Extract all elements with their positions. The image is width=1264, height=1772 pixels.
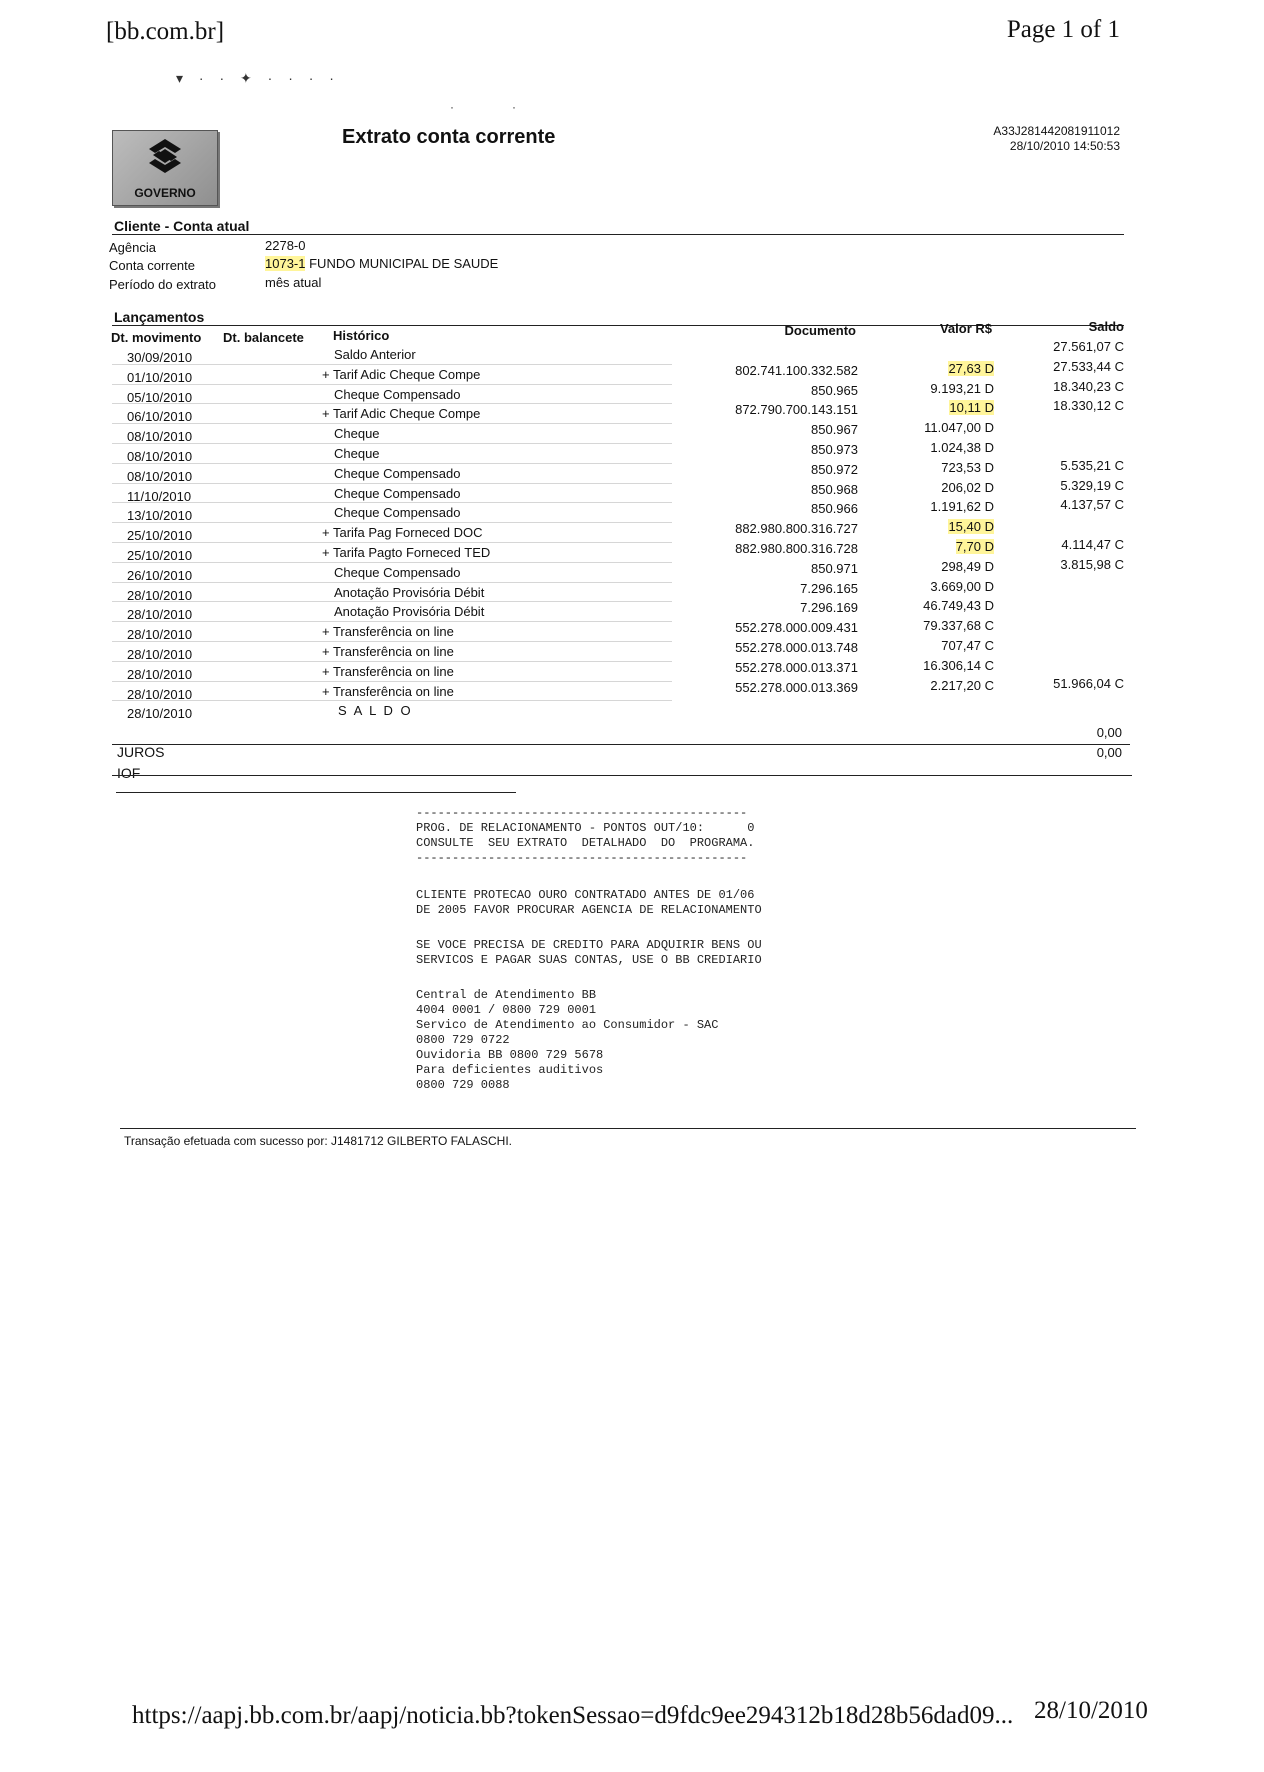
row-historico: Cheque Compensado — [334, 505, 461, 520]
row-separator — [112, 621, 672, 622]
document-code — [993, 124, 1120, 154]
row-date: 28/10/2010 — [127, 588, 193, 603]
row-date: 28/10/2010 — [127, 706, 193, 721]
row-documento: 552.278.000.013.748 — [735, 640, 858, 655]
conta-holder-name: FUNDO MUNICIPAL DE SAUDE — [309, 256, 499, 271]
row-historico: Cheque Compensado — [334, 387, 461, 402]
agencia-value: 2278-0 — [265, 238, 306, 253]
row-separator — [112, 522, 672, 523]
row-date: 28/10/2010 — [127, 607, 193, 622]
row-historico: + Tarif Adic Cheque Compe — [322, 367, 481, 382]
periodo-value: mês atual — [265, 275, 322, 290]
row-documento: 850.966 — [811, 501, 858, 516]
crediario-message: SE VOCE PRECISA DE CREDITO PARA ADQUIRIR BENS OU SERVICOS E PAGAR SUAS CONTAS, USE O BB CREDIARIO — [416, 938, 762, 967]
header-dt-balancete: Dt. balancete — [223, 330, 304, 345]
row-documento: 850.971 — [811, 561, 858, 576]
row-valor: 79.337,68 C — [923, 618, 994, 633]
conta-value — [265, 256, 498, 271]
row-date: 06/10/2010 — [127, 409, 193, 424]
row-saldo: 18.330,12 C — [1053, 398, 1124, 413]
row-separator — [112, 582, 672, 583]
divider — [112, 234, 1124, 235]
row-documento: 552.278.000.013.371 — [735, 660, 858, 675]
row-separator — [112, 423, 672, 424]
row-separator — [112, 384, 672, 385]
row-separator — [112, 562, 672, 563]
logo-text: GOVERNO — [134, 186, 196, 200]
header-saldo: Saldo — [1088, 319, 1124, 334]
row-saldo: 18.340,23 C — [1053, 379, 1124, 394]
row-separator — [112, 364, 672, 365]
atendimento-contacts: Central de Atendimento BB 4004 0001 / 0800 729 0001 Servico de Atendimento ao Consumidor - SAC 0800 729 0722 Ouvidoria BB 0800 729 5678 Para deficientes auditivos 0800 729 0088 — [416, 988, 719, 1092]
row-date: 30/09/2010 — [127, 350, 193, 365]
row-separator — [112, 443, 672, 444]
bb-logo-icon — [145, 137, 185, 175]
row-valor: 10,11 D — [949, 400, 994, 415]
row-historico: Anotação Provisória Débit — [334, 604, 485, 619]
row-historico: Cheque — [334, 446, 380, 461]
row-separator — [112, 483, 672, 484]
row-documento: 882.980.800.316.728 — [735, 541, 858, 556]
header-documento: Documento — [784, 323, 856, 338]
row-documento: 7.296.165 — [800, 581, 858, 596]
divider — [120, 1128, 1136, 1129]
row-separator — [112, 502, 672, 503]
row-separator — [112, 681, 672, 682]
row-date: 28/10/2010 — [127, 627, 193, 642]
agencia-label: Agência — [109, 240, 156, 255]
row-valor: 7,70 D — [955, 539, 994, 554]
row-historico: Saldo Anterior — [334, 347, 416, 362]
row-date: 25/10/2010 — [127, 528, 193, 543]
row-historico: Cheque Compensado — [334, 466, 461, 481]
row-date: 28/10/2010 — [127, 647, 193, 662]
row-valor: 206,02 D — [941, 480, 994, 495]
row-documento: 850.968 — [811, 482, 858, 497]
row-separator — [112, 542, 672, 543]
row-saldo: 27.561,07 C — [1053, 339, 1124, 354]
row-date: 26/10/2010 — [127, 568, 193, 583]
row-valor: 1.191,62 D — [930, 499, 994, 514]
row-valor: 707,47 C — [941, 638, 994, 653]
row-saldo: 5.535,21 C — [1060, 458, 1124, 473]
browser-page-number: Page 1 of 1 — [1006, 16, 1120, 43]
row-historico: + Transferência on line — [322, 684, 454, 699]
row-documento: 552.278.000.009.431 — [735, 620, 858, 635]
header-dt-movimento: Dt. movimento — [111, 330, 202, 345]
divider — [112, 775, 1132, 776]
conta-number: 1073-1 — [265, 256, 306, 271]
header-valor: Valor R$ — [939, 321, 992, 336]
document-id: A33J281442081911012 — [993, 124, 1120, 138]
row-historico: S A L D O — [338, 703, 413, 718]
row-historico: + Tarifa Pagto Forneced TED — [322, 545, 491, 560]
row-valor: 46.749,43 D — [923, 598, 994, 613]
banco-do-brasil-logo — [112, 130, 218, 206]
row-saldo: 4.114,47 C — [1061, 537, 1124, 552]
row-valor: 298,49 D — [941, 559, 994, 574]
browser-print-date: 28/10/2010 — [1034, 1697, 1148, 1724]
row-historico: Anotação Provisória Débit — [334, 585, 485, 600]
row-valor: 2.217,20 C — [930, 678, 994, 693]
periodo-label: Período do extrato — [109, 277, 216, 292]
row-valor: 723,53 D — [941, 460, 994, 475]
row-historico: + Transferência on line — [322, 624, 454, 639]
protecao-ouro-message: CLIENTE PROTECAO OURO CONTRATADO ANTES DE 01/06 DE 2005 FAVOR PROCURAR AGENCIA DE RELACIONAMENTO — [416, 888, 762, 917]
row-saldo: 3.815,98 C — [1060, 557, 1124, 572]
browser-site-label: [bb.com.br] — [106, 18, 225, 45]
row-documento: 7.296.169 — [800, 600, 858, 615]
row-separator — [112, 700, 672, 701]
juros-value: 0,00 — [1096, 725, 1122, 740]
row-historico: Cheque — [334, 426, 380, 441]
header-historico: Histórico — [333, 328, 390, 343]
scan-specks: ·· — [450, 100, 574, 114]
browser-url: https://aapj.bb.com.br/aapj/noticia.bb?tokenSessao=d9fdc9ee294312b18d28b56dad09... — [132, 1702, 1014, 1729]
lancamentos-section-title: Lançamentos — [114, 309, 205, 325]
row-documento: 850.967 — [811, 422, 858, 437]
row-saldo: 51.966,04 C — [1053, 676, 1124, 691]
row-historico: Cheque Compensado — [334, 486, 461, 501]
juros-label: JUROS — [117, 744, 165, 760]
transaction-footer: Transação efetuada com sucesso por: J1481712 GILBERTO FALASCHI. — [124, 1134, 512, 1148]
document-timestamp: 28/10/2010 14:50:53 — [1009, 139, 1120, 153]
row-date: 01/10/2010 — [127, 370, 193, 385]
page-title: Extrato conta corrente — [342, 126, 556, 148]
row-saldo: 27.533,44 C — [1053, 359, 1124, 374]
divider — [116, 792, 516, 793]
client-section-title: Cliente - Conta atual — [114, 218, 250, 234]
row-documento: 552.278.000.013.369 — [735, 680, 858, 695]
row-valor: 1.024,38 D — [930, 440, 994, 455]
row-valor: 11.047,00 D — [924, 420, 994, 435]
row-documento: 850.972 — [811, 462, 858, 477]
row-historico: + Transferência on line — [322, 644, 454, 659]
row-valor: 9.193,21 D — [930, 381, 994, 396]
row-documento: 850.965 — [811, 383, 858, 398]
row-documento: 802.741.100.332.582 — [735, 363, 858, 378]
row-date: 11/10/2010 — [127, 489, 192, 504]
row-saldo: 5.329,19 C — [1060, 478, 1124, 493]
iof-label: IOF — [117, 765, 141, 781]
row-historico: Cheque Compensado — [334, 565, 461, 580]
row-date: 28/10/2010 — [127, 667, 193, 682]
row-historico: + Tarifa Pag Forneced DOC — [322, 525, 483, 540]
row-date: 13/10/2010 — [127, 508, 193, 523]
row-date: 08/10/2010 — [127, 449, 193, 464]
row-valor: 15,40 D — [948, 519, 994, 534]
relacionamento-message: ---------------------------------------------- PROG. DE RELACIONAMENTO - PONTOS OUT/10: 0 CONSULTE SEU EXTRATO DETALHADO DO PROGRAMA. ---------------------------------------------- — [416, 806, 755, 865]
scan-specks: ▾ · · ✦ · · · · — [176, 70, 340, 86]
row-valor: 3.669,00 D — [930, 579, 994, 594]
row-documento: 850.973 — [811, 442, 858, 457]
row-saldo: 4.137,57 C — [1060, 497, 1124, 512]
row-valor: 27,63 D — [948, 361, 994, 376]
row-date: 08/10/2010 — [127, 469, 193, 484]
row-date: 25/10/2010 — [127, 548, 193, 563]
row-historico: + Transferência on line — [322, 664, 454, 679]
row-documento: 872.790.700.143.151 — [735, 402, 858, 417]
conta-label: Conta corrente — [109, 258, 195, 273]
row-separator — [112, 403, 672, 404]
row-date: 28/10/2010 — [127, 687, 193, 702]
row-separator — [112, 463, 672, 464]
row-date: 05/10/2010 — [127, 390, 193, 405]
row-documento: 882.980.800.316.727 — [735, 521, 858, 536]
divider — [112, 744, 1130, 745]
row-separator — [112, 641, 672, 642]
row-separator — [112, 601, 672, 602]
row-separator — [112, 661, 672, 662]
iof-value: 0,00 — [1096, 745, 1122, 760]
row-historico: + Tarif Adic Cheque Compe — [322, 406, 481, 421]
row-date: 08/10/2010 — [127, 429, 193, 444]
row-valor: 16.306,14 C — [923, 658, 994, 673]
